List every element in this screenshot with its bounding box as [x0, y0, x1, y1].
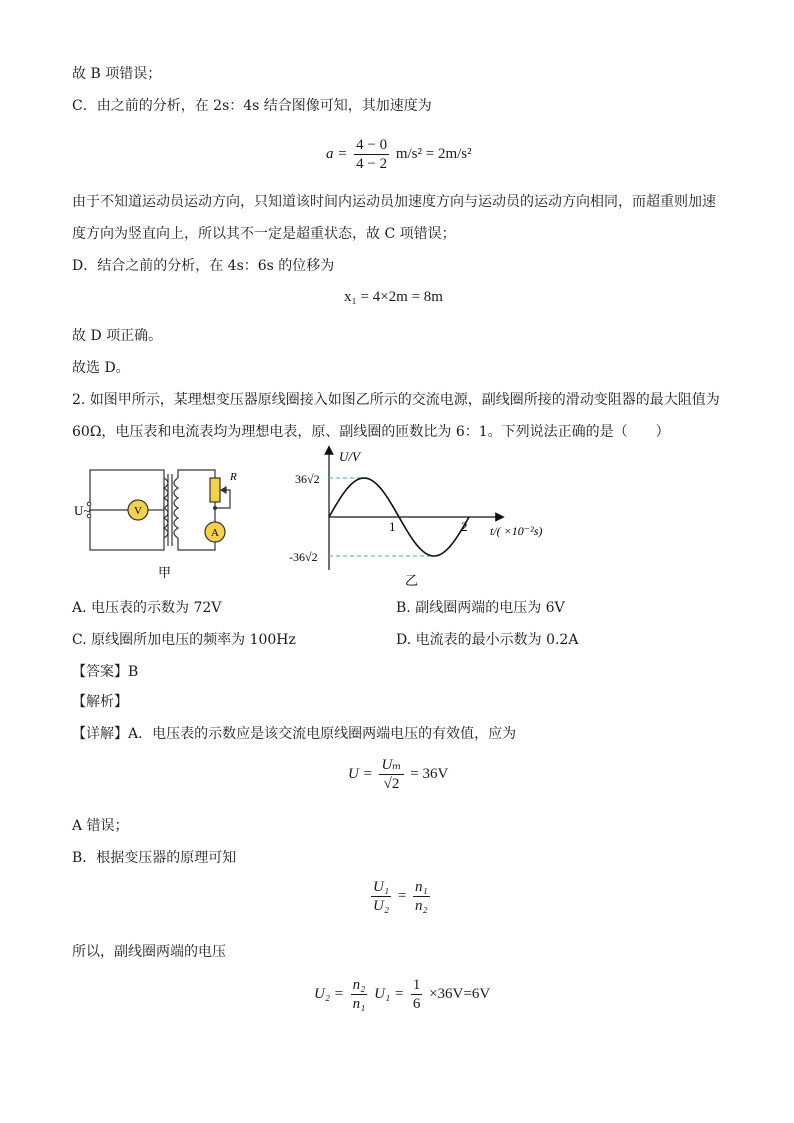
- option-d: D. 电流表的最小示数为 0.2A: [396, 632, 579, 648]
- acceleration-formula: a = $\frac{4 - 0}{4 - 2}$ m/s² = 2m/s²: [326, 137, 472, 172]
- primary-coil: [164, 478, 168, 538]
- text-line: 所以，副线圈两端的电压: [72, 944, 226, 960]
- ammeter-label: A: [211, 527, 219, 539]
- text-line: 由于不知道运动员运动方向，只知道该时间内运动员加速度方向与运动员的运动方向相同，而超重则加速: [72, 194, 716, 210]
- y-max-label: 36√2: [295, 472, 320, 486]
- question-text: 2. 如图甲所示，某理想变压器原线圈接入如图乙所示的交流电源，副线圈所接的滑动变阻器的最大阻值为: [72, 392, 720, 408]
- voltage-graph: [285, 444, 550, 590]
- effective-voltage-formula: U = $\frac{\text{Uₘ}}{√2}$ = 36V: [348, 757, 449, 792]
- text-line: B．根据变压器的原理可知: [72, 850, 237, 866]
- x-axis-label: t/( ×10⁻²s): [490, 524, 543, 538]
- text-line: 故选 D。: [72, 360, 130, 376]
- detail-line: 【详解】A．电压表的示数应是该交流电原线圈两端电压的有效值，应为: [72, 726, 517, 742]
- circuit-caption: 甲: [158, 565, 172, 580]
- x-tick-label: 1: [389, 519, 396, 534]
- text-line: 故 B 项错误；: [72, 66, 162, 82]
- displacement-formula: x₁ = 4×2m = 8m: [344, 289, 443, 305]
- rheostat: [210, 478, 220, 502]
- question-text: 60Ω，电压表和电流表均为理想电表，原、副线圈的匝数比为 6：1。下列说法正确的是（ ）: [72, 424, 670, 440]
- voltmeter-label: V: [134, 505, 142, 517]
- y-min-label: -36√2: [289, 550, 318, 564]
- text-line: A 错误；: [72, 818, 129, 834]
- option-a: A. 电压表的示数为 72V: [72, 600, 222, 616]
- secondary-coil: [174, 478, 178, 538]
- text-line: 度方向为竖直向上，所以其不一定是超重状态，故 C 项错误；: [72, 226, 456, 242]
- analysis-heading: 【解析】: [72, 694, 128, 710]
- circuit-diagram: [70, 462, 270, 584]
- secondary-voltage-formula: U₂ = $\frac{\text{n₂}}{\text{n₁}}$ U₁ = $\frac{1}{6}$ ×36V=6V: [314, 977, 491, 1012]
- text-line: C．由之前的分析，在 2s：4s 结合图像可知，其加速度为: [72, 98, 432, 114]
- source-label: U~: [74, 503, 91, 518]
- option-b: B. 副线圈两端的电压为 6V: [396, 600, 565, 616]
- text-line: D．结合之前的分析，在 4s：6s 的位移为: [72, 258, 335, 274]
- graph-caption: 乙: [405, 573, 419, 588]
- y-axis-label: U/V: [339, 449, 360, 464]
- option-c: C. 原线圈所加电压的频率为 100Hz: [72, 632, 296, 648]
- ratio-formula: $\frac{\text{U₁}}{\text{U₂}}$ = $\frac{\text{n₁}}{\text{n₂}}$: [373, 879, 428, 914]
- x-tick-label: 2: [461, 519, 468, 534]
- resistor-label: R: [230, 471, 237, 483]
- answer-line: 【答案】B: [72, 664, 139, 680]
- text-line: 故 D 项正确。: [72, 328, 163, 344]
